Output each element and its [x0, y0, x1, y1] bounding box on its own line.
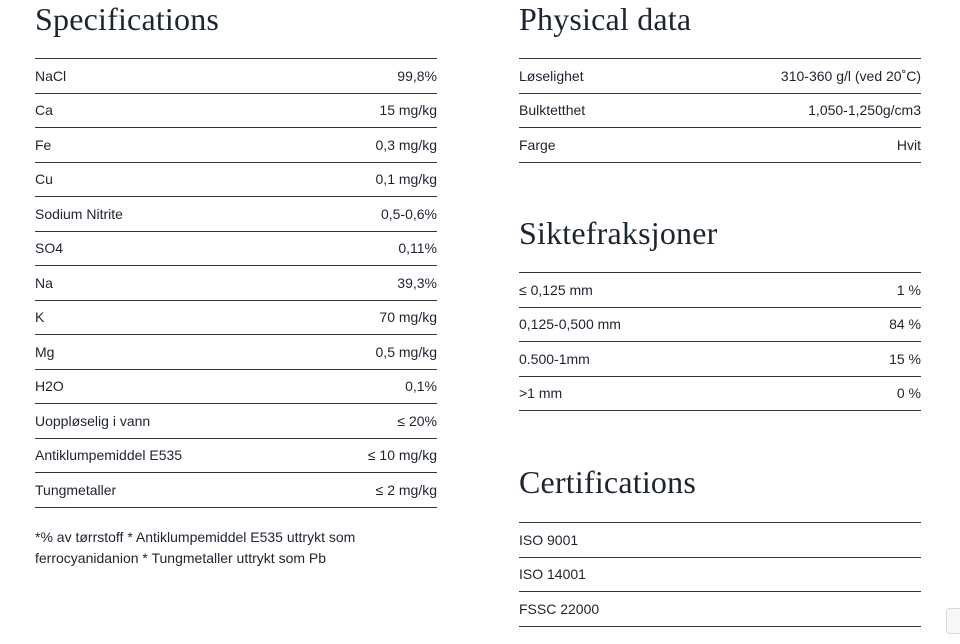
table-row	[35, 266, 437, 301]
row-label: Na	[35, 274, 53, 291]
table-row	[519, 592, 921, 627]
table-row	[35, 59, 437, 94]
specifications-title: Specifications	[35, 1, 220, 37]
table-row	[519, 523, 921, 558]
corner-widget[interactable]	[946, 608, 960, 634]
row-value: 84 %	[889, 316, 921, 333]
row-label: SO4	[35, 240, 64, 257]
row-value: 310-360 g/l (ved 20˚C)	[780, 67, 921, 84]
row-label: Bulktetthet	[519, 102, 586, 119]
table-row	[35, 439, 437, 474]
row-value: 0 %	[896, 385, 921, 402]
row-label: >1 mm	[519, 385, 563, 402]
siktefraksjoner-table	[519, 272, 921, 411]
row-value: 99,8%	[397, 67, 437, 84]
table-row	[35, 94, 437, 129]
row-label: H2O	[35, 378, 64, 395]
table-row	[519, 128, 921, 163]
row-label: 0.500-1mm	[519, 350, 590, 367]
row-value: 0,3 mg/kg	[375, 136, 437, 153]
row-label: Sodium Nitrite	[35, 205, 123, 222]
physical-data-table	[519, 58, 921, 163]
specifications-table	[35, 58, 437, 508]
row-label: Farge	[519, 136, 556, 153]
row-value: 1,050-1,250g/cm3	[808, 102, 921, 119]
table-row	[35, 404, 437, 439]
table-row	[519, 59, 921, 94]
certifications-title: Certifications	[519, 464, 696, 500]
row-label: Fe	[35, 136, 52, 153]
row-label: Løselighet	[519, 67, 584, 84]
row-label: 0,125-0,500 mm	[519, 316, 621, 333]
row-value: 15 mg/kg	[379, 102, 437, 119]
row-label: ≤ 0,125 mm	[519, 281, 593, 298]
row-label: Ca	[35, 102, 53, 119]
table-row	[35, 197, 437, 232]
row-value: 15 %	[889, 350, 921, 367]
row-value: 39,3%	[397, 274, 437, 291]
row-label: Tungmetaller	[35, 481, 117, 498]
row-value: Hvit	[896, 136, 921, 153]
table-row	[519, 273, 921, 308]
table-row	[519, 377, 921, 412]
row-value: ≤ 2 mg/kg	[375, 481, 437, 498]
row-value: 0,5 mg/kg	[375, 343, 437, 360]
table-row	[519, 558, 921, 593]
siktefraksjoner-title: Siktefraksjoner	[519, 215, 718, 251]
table-row	[35, 163, 437, 198]
row-label: Uoppløselig i vann	[35, 412, 151, 429]
row-label: K	[35, 309, 45, 326]
row-label: ISO 14001	[519, 566, 586, 583]
table-row	[35, 232, 437, 267]
specifications-footnote: *% av tørrstoff * Antiklumpemiddel E535 uttrykt som ferrocyanidanion * Tungmetaller uttrykt som Pb	[35, 529, 356, 566]
table-row	[35, 370, 437, 405]
certifications-table	[519, 522, 921, 627]
row-value: 1 %	[896, 281, 921, 298]
table-row	[35, 473, 437, 508]
table-row	[35, 335, 437, 370]
row-value: 0,1 mg/kg	[375, 171, 437, 188]
row-label: NaCl	[35, 67, 67, 84]
row-value: 70 mg/kg	[379, 309, 437, 326]
table-row	[519, 308, 921, 343]
table-row	[35, 301, 437, 336]
physical-data-title: Physical data	[519, 1, 692, 37]
row-label: Antiklumpemiddel E535	[35, 447, 183, 464]
row-value: 0,1%	[405, 378, 437, 395]
table-row	[519, 342, 921, 377]
row-label: Mg	[35, 343, 55, 360]
row-value: 0,11%	[398, 240, 437, 257]
row-value: ≤ 10 mg/kg	[367, 447, 437, 464]
row-value: 0,5-0,6%	[380, 205, 437, 222]
table-row	[35, 128, 437, 163]
row-label: Cu	[35, 171, 53, 188]
row-label: FSSC 22000	[519, 600, 600, 617]
row-value: ≤ 20%	[397, 412, 437, 429]
row-label: ISO 9001	[519, 531, 579, 548]
table-row	[519, 94, 921, 129]
